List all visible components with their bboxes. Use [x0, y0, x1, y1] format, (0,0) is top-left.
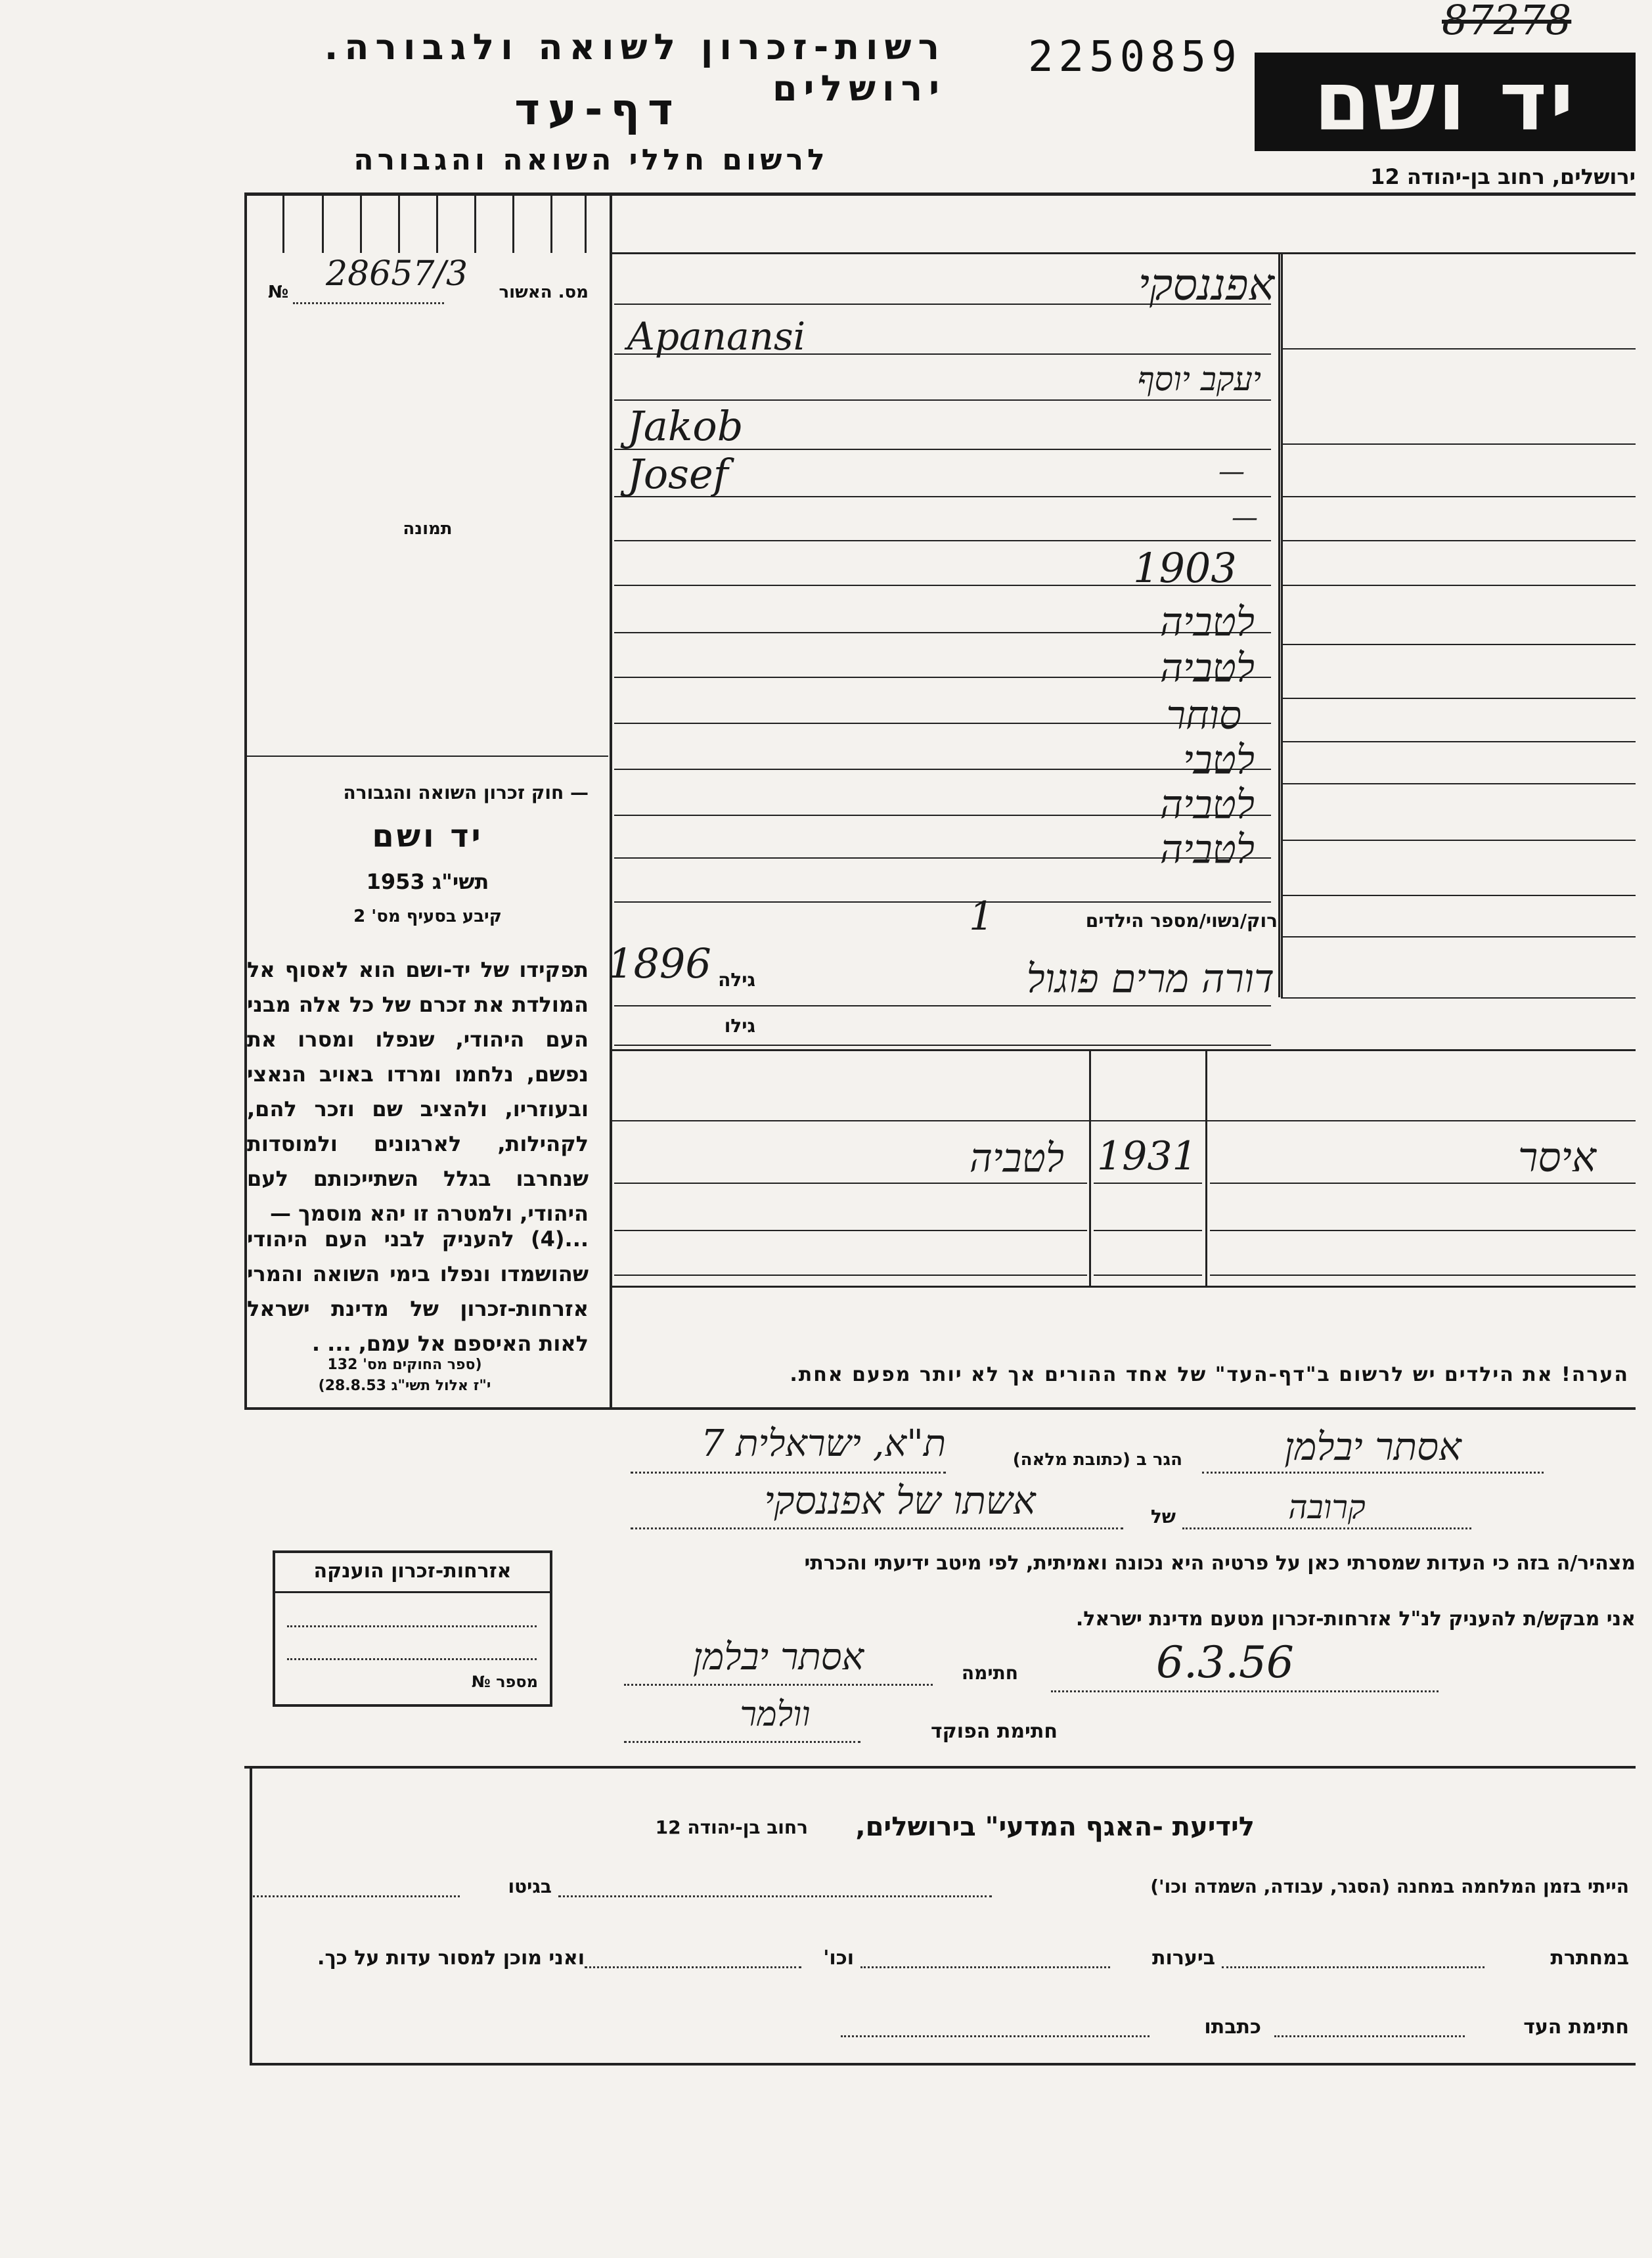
bottom-line2-a: במחתרת	[1550, 1947, 1629, 1970]
clerk-label: חתימת הפוקד	[931, 1720, 1058, 1743]
form-subtitle: לרשום חללי השואה והגבורה	[353, 143, 829, 177]
child-place-value: לטביה	[969, 1135, 1064, 1181]
husband-age-label: גילו	[724, 1015, 755, 1037]
declarant-name-value: אסתר יבלמן	[1284, 1424, 1462, 1469]
death-place-value: לטביה	[1159, 826, 1255, 872]
given-name-hebrew: יעקב יוסף	[1137, 360, 1261, 398]
bottom-title: לידיעת -האגף המדעי" בירושלים,	[855, 1812, 1255, 1842]
mother-name-value: —	[1232, 503, 1258, 533]
cert-no-symbol: №	[268, 282, 289, 302]
award-title: אזרחות-זכרון הוענקה	[313, 1560, 512, 1583]
residence-value: לטביה	[1159, 645, 1255, 691]
child-name-value: איסר	[1517, 1133, 1596, 1181]
stamp-number: 87278	[1442, 0, 1572, 44]
left-panel	[247, 253, 608, 1406]
bottom-line2-d: ואני מוכן למסור עדות על כך.	[317, 1947, 585, 1970]
law-ref-2: י"ז אלול תשי"ג 28.8.53)	[318, 1378, 491, 1394]
form-title: דף-עד	[514, 84, 681, 135]
bottom-line3-b: כתבתו	[1204, 2016, 1261, 2039]
yad-vashem-logo: יד ושם	[1255, 53, 1636, 151]
note-text: הערה! את הילדים יש לרשום ב"דף-העד" של אחד ההורים אך לא יותר מפעם אחת.	[790, 1363, 1629, 1386]
law-text-2: ...(4) להעניק לבני העם היהודי שהושמדו ונפלו בימי השואה והמרי אזרחות-זכרון של מדינת ישראל לאות האיספם אל עמם, ... .	[247, 1227, 589, 1356]
surname-hebrew: אפננסקי	[1138, 260, 1274, 310]
clerk-signature-value: וולמר	[740, 1695, 811, 1734]
cert-number-label: מס. האשור	[499, 282, 589, 302]
father-name-value: —	[1218, 457, 1245, 487]
signature-label: חתימה	[961, 1662, 1018, 1684]
date-value: 6.3.56	[1156, 1637, 1294, 1688]
authority-name: רשות-זכרון לשואה ולגבורה. ירושלים	[324, 26, 946, 109]
law-ref-1: (ספר החוקים מס' 132	[327, 1357, 482, 1373]
law-title: — חוק זכרון השואה והגבורה	[343, 782, 589, 803]
bottom-line2-c: וכו'	[823, 1947, 854, 1970]
wartime-residence-value: לטביה	[1159, 782, 1255, 828]
marital-status-extra: רוק/נשוי/מספר הילדים	[1085, 910, 1278, 932]
declaration-request: אני מבקש/ת להעניק לנ"ל אזרחות-זכרון מטעם מדינת ישראל.	[1075, 1608, 1636, 1631]
law-name: יד ושם	[372, 818, 483, 855]
surname-latin: Apanansi	[627, 314, 806, 359]
wife-name-value: דורה מרים פוגול	[1026, 956, 1274, 1002]
photo-label: תמונה	[403, 519, 453, 539]
lives-at-label: הגר ב (כתובת מלאה)	[1012, 1450, 1182, 1470]
child-age-value: 1931	[1097, 1133, 1197, 1179]
of-value: אשתו של אפננסקי	[764, 1478, 1036, 1523]
wife-age-value: 1896	[608, 939, 711, 987]
children-count-value: 1	[969, 893, 994, 939]
award-box	[273, 1550, 552, 1707]
award-number-label: מספר №	[471, 1673, 538, 1691]
profession-value: סוחר	[1166, 692, 1241, 738]
bottom-address: רחוב בן-יהודה 12	[655, 1817, 808, 1838]
declaration-statement: מצהיר/ה בזה כי העדות שמסרתי כאן על פרטיה היא נכונה ואמיתית, לפי מיטב ידיעתי והכרתי	[804, 1552, 1636, 1575]
bottom-line1-a: הייתי בזמן המלחמה במחנה (הסגר, עבודה, השמדה וכו')	[1150, 1876, 1629, 1897]
cert-number-value: 28657/3	[326, 254, 468, 294]
citizenship-value: לטבי	[1183, 737, 1255, 783]
law-clause: קיבע בסעיף מס' 2	[353, 907, 502, 926]
bottom-line3-a: חתימת העד	[1523, 2016, 1629, 2039]
serial-number: 2250859	[1028, 33, 1242, 81]
of-label: של	[1150, 1506, 1176, 1527]
given-name-latin: Jakob Josef	[627, 402, 744, 498]
relation-value: קרובה	[1288, 1488, 1366, 1526]
law-year: תשי"ג 1953	[366, 869, 489, 894]
address-value: ת"א, ישראלית 7	[700, 1422, 946, 1465]
signature-value: אסתר יבלמן	[692, 1636, 864, 1679]
form-address: ירושלים, רחוב בן-יהודה 12	[1370, 164, 1636, 189]
bottom-line2-b: ביערות	[1152, 1947, 1215, 1970]
law-text-1: תפקידו של יד-ושם הוא לאסוף אל המולדת את זכרם של כל אלה מבני העם היהודי, שנפלו ומסרו את נפשם, נלחמו ומרדו באויב הנאצי ובעוזריו, ולהציב שם וזכר להם, לקהילות, לארגונים ולמוסדות שנחרבו בגלל השתייכותם לעם היהודי, ולמטרה זו יהא מוסמך —	[247, 957, 589, 1226]
birth-date-value: 1903	[1133, 544, 1237, 592]
birth-place-value: לטביה	[1159, 599, 1255, 645]
bottom-line1-b: בגיטו	[508, 1876, 552, 1897]
wife-age-label: גילה	[718, 969, 755, 991]
